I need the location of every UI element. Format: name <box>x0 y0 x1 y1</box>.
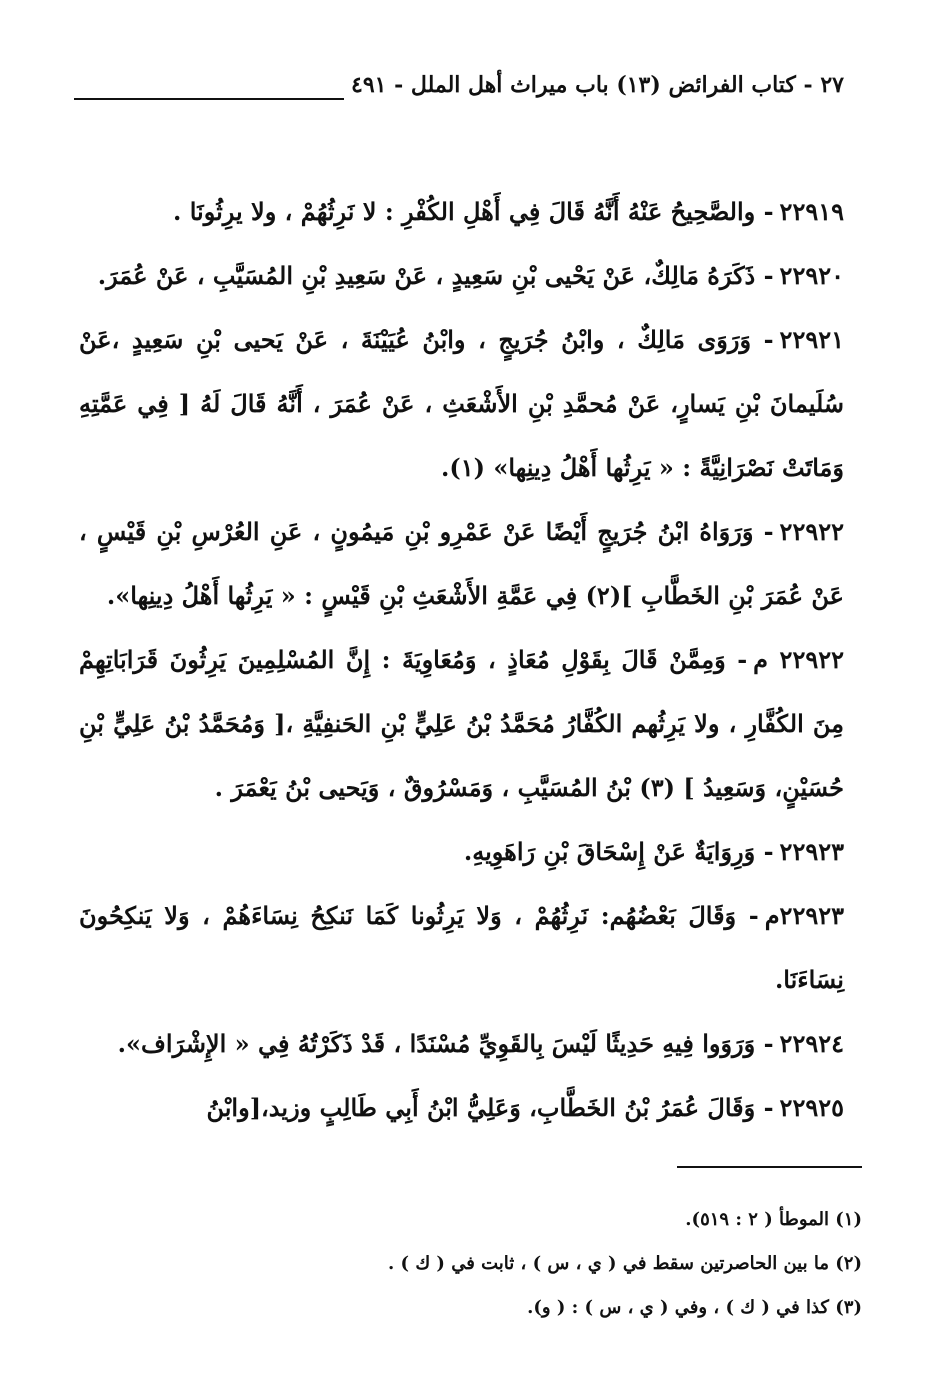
main-text <box>79 180 844 1140</box>
footnote-rule <box>677 1166 862 1168</box>
header-rule <box>74 98 344 100</box>
paragraph <box>79 628 844 820</box>
paragraph-number: ٢٢٩٢٠ <box>779 261 844 290</box>
footnote: (٣) كذا في ( ك ) ، وفي ( ي ، س ) : ( و). <box>527 1297 862 1318</box>
paragraph-number: ٢٢٩٢٣ <box>779 837 844 866</box>
running-header <box>74 68 844 108</box>
paragraph-text: - وَرِوَايَةٌ عَنْ إِسْحَاقَ بْنِ رَاهَوِيهِ. <box>463 837 774 866</box>
paragraph <box>79 884 844 1012</box>
paragraph <box>79 1076 844 1140</box>
paragraph-text: - ذَكَرَهُ مَالِكٌ، عَنْ يَحْيى بْنِ سَعِيدٍ ، عَنْ سَعِيدِ بْنِ المُسَيَّبِ ، عَنْ عُمَرَ. <box>97 261 774 290</box>
paragraph-text: - وَقَالَ بَعْضُهُم: نَرِثُهُمْ ، وَلا يَرِثُونا كَمَا نَنكِحُ نِسَاءَهُمْ ، وَلا يَنكِحُونَ نِسَاءَنَا. <box>79 901 844 994</box>
paragraph-number: ٢٢٩٢٢ م <box>753 645 844 674</box>
footnote: (٢) ما بين الحاصرتين سقط في ( ي ، س ) ، ثابت في ( ك ) . <box>388 1253 862 1274</box>
paragraph-number: ٢٢٩٢١ <box>779 325 844 354</box>
paragraph-text: - وَرَوَوا فِيهِ حَدِيثًا لَيْسَ بِالقَوِيِّ مُسْنَدًا ، قَدْ ذَكَرْتُهُ فِي « الإِشْرَاف». <box>117 1029 774 1058</box>
footnotes <box>82 1198 862 1330</box>
paragraph-number: ٢٢٩١٩ <box>779 197 844 226</box>
paragraph-number: ٢٢٩٢٤ <box>779 1029 844 1058</box>
paragraph <box>79 180 844 244</box>
paragraph-number: ٢٢٩٢٣م <box>764 901 844 930</box>
paragraph <box>79 1012 844 1076</box>
footnote: (١) الموطأ ( ٢ : ٥١٩). <box>685 1209 862 1230</box>
paragraph-text: - وَمِمَّنْ قَالَ بِقَوْلِ مُعَاذٍ ، وَمُعَاوِيَةَ : إِنَّ المُسْلِمِينَ يَرِثُونَ قَرَابَاتِهِمْ مِنَ الكُفَّارِ ، ولا يَرِثُهم الكُفَّارُ مُحَمَّدُ بْنُ عَلِيٍّ بْنِ الحَنفِيَّةِ ،[ وَمُحَمَّدُ بْنُ عَلِيٍّ بْنِ حُسَيْنٍ، وَسَعِيدُ ] (٣) بْنُ المُسَيَّبِ ، وَمَسْرُوقٌ ، وَيَحيى بْنُ يَعْمَرَ . <box>79 645 844 802</box>
paragraph-text: - وَرَوَاهُ ابْنُ جُرَيجٍ أَيْضًا عَنْ عَمْرِو بْنِ مَيمُونٍ ، عَنِ العُرْسِ بْنِ قَيْسٍ ، عَنْ عُمَرَ بْنِ الخَطَّابِ ](٢) فِي عَمَّةِ الأَشْعَثِ بْنِ قَيْسٍ : « يَرِثُها أَهْلُ دِينِها». <box>79 517 844 610</box>
paragraph-text: - وَرَوَى مَالِكٌ ، وابْنُ جُرَيجٍ ، وابْنُ عُيَيْنَةَ ، عَنْ يَحيى بْنِ سَعِيدٍ ،عَنْ سُلَيمانَ بْنِ يَسارٍ، عَنْ مُحمَّدِ بْنِ الأَشْعَثِ ، عَنْ عُمَرَ ، أَنَّهُ قَالَ لَهُ [ فِي عَمَّتِهِ وَمَاتَتْ نَصْرَانِيَّةً : « يَرِثُها أَهْلُ دِينِها» (١). <box>79 325 844 482</box>
paragraph-number: ٢٢٩٢٢ <box>779 517 844 546</box>
paragraph-text: - وَقَالَ عُمَرُ بْنُ الخَطَّابِ، وَعَلِيُّ ابْنُ أَبِي طَالِبٍ وزيد،[وابْنُ <box>206 1093 774 1122</box>
header-title: ٢٧ - كتاب الفرائض (١٣) باب ميراث أهل الملل - ٤٩١ <box>351 72 844 98</box>
paragraph <box>79 308 844 500</box>
paragraph <box>79 500 844 628</box>
paragraph-number: ٢٢٩٢٥ <box>779 1093 844 1122</box>
paragraph-text: - والصَّحِيحُ عَنْهُ أَنَّهُ قَالَ فِي أَهْلِ الكُفْرِ : لا نَرِثُهُمْ ، ولا يرِثُونَا . <box>172 197 774 226</box>
paragraph <box>79 820 844 884</box>
paragraph <box>79 244 844 308</box>
